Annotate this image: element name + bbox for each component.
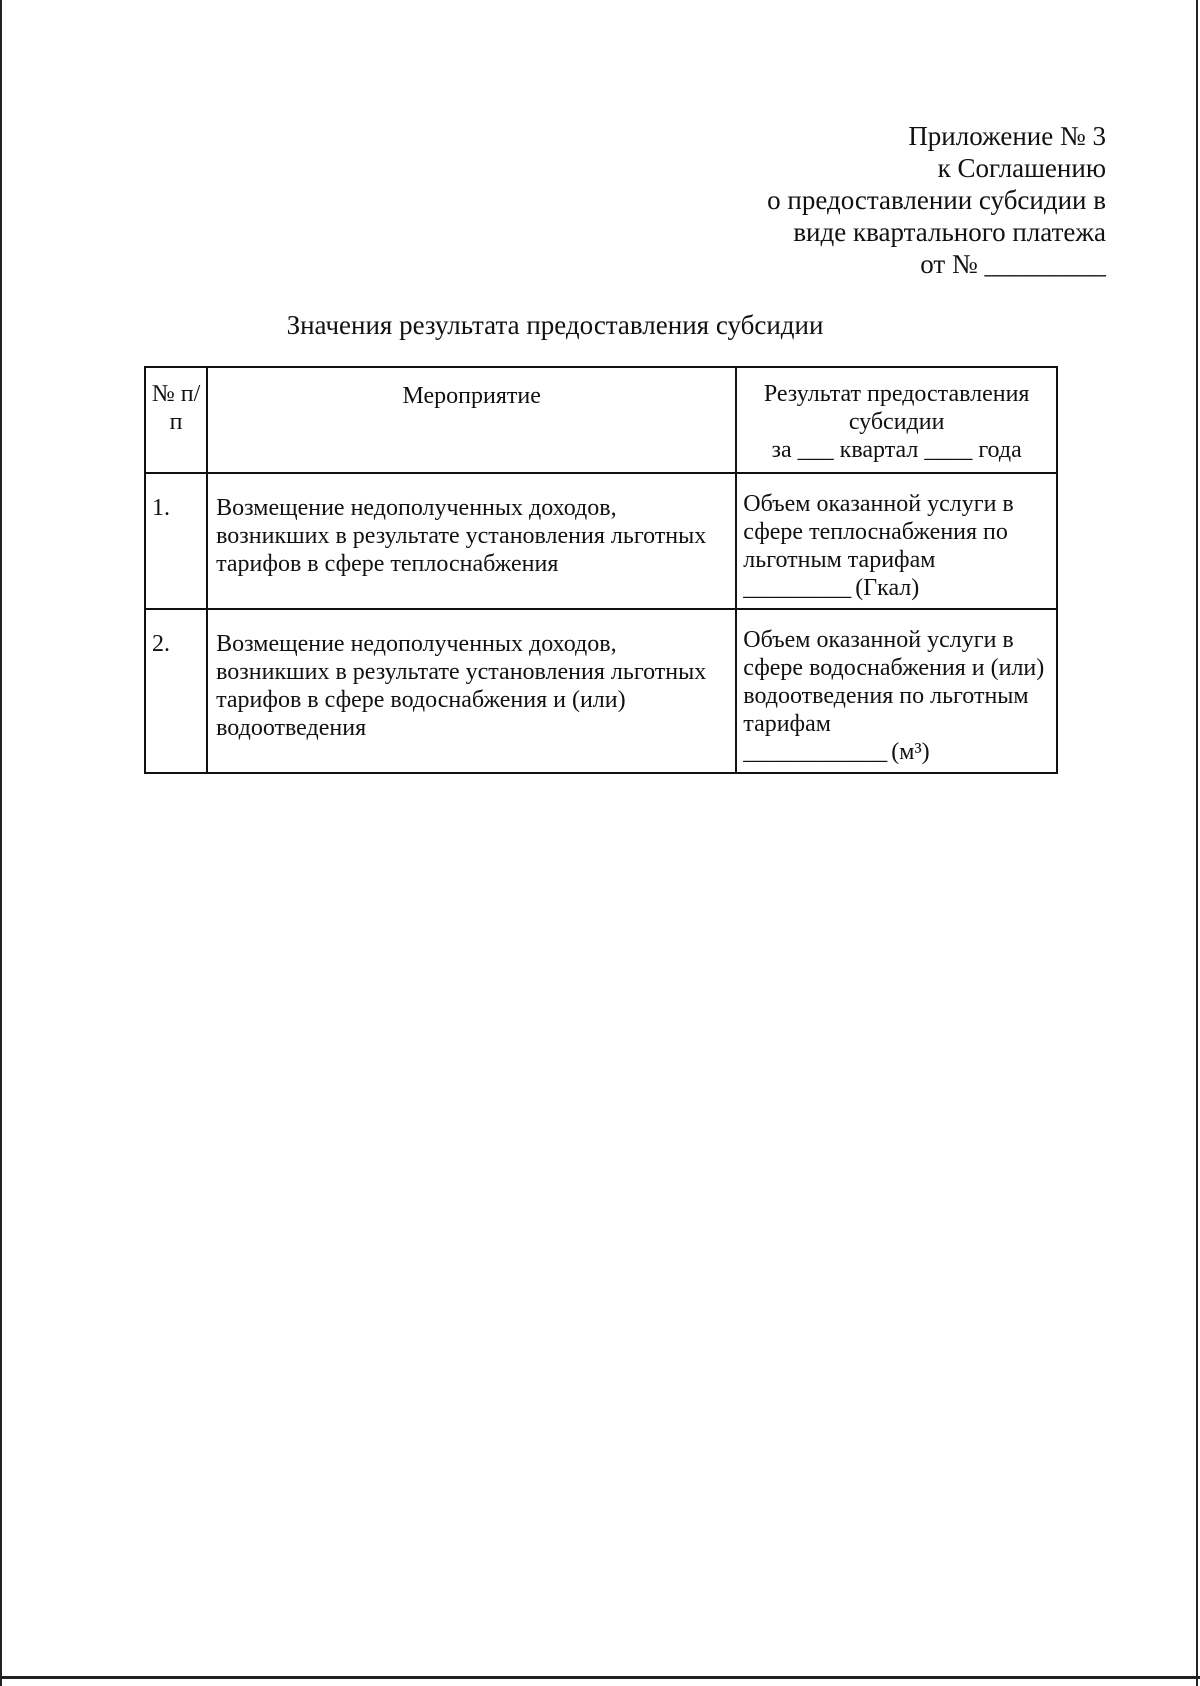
row-result-unit: (м³) bbox=[891, 739, 930, 765]
row-result-blank: _________ bbox=[743, 575, 852, 601]
row-result-text: Объем оказанной услуги в сфере теплоснабжения по льготным тарифам bbox=[743, 491, 1014, 573]
table-row bbox=[145, 609, 1057, 773]
annex-agreement: к Соглашению bbox=[937, 153, 1106, 183]
table-header-row bbox=[145, 367, 1057, 473]
row-result bbox=[736, 473, 1057, 609]
annex-number: Приложение № 3 bbox=[908, 121, 1106, 151]
results-table bbox=[144, 366, 1058, 774]
header-result-line2: субсидии bbox=[848, 409, 945, 435]
page-border-right bbox=[1196, 0, 1198, 1686]
page-border-left bbox=[0, 0, 2, 1686]
header-number: № п/п bbox=[145, 367, 207, 473]
row-result-blank-line bbox=[743, 574, 1050, 602]
row-result bbox=[736, 609, 1057, 773]
row-number: 1. bbox=[145, 473, 207, 609]
document-title: Значения результата предоставления субсидии bbox=[286, 310, 824, 340]
row-result-unit: (Гкал) bbox=[855, 575, 920, 601]
row-event: Возмещение недополученных доходов, возникших в результате установления льготных тарифов в сфере водоснабжения и (или) водоотведения bbox=[207, 609, 736, 773]
annex-date-number: от № _________ bbox=[920, 249, 1106, 279]
page-border-bottom bbox=[0, 1676, 1200, 1679]
header-result-line1: Результат предоставления bbox=[763, 381, 1030, 407]
header-event: Мероприятие bbox=[207, 367, 736, 473]
annex-header bbox=[700, 120, 1106, 280]
annex-subject: о предоставлении субсидии в bbox=[767, 185, 1106, 215]
row-result-text: Объем оказанной услуги в сфере водоснабжения и (или) водоотведения по льготным тарифам bbox=[743, 627, 1045, 737]
row-number: 2. bbox=[145, 609, 207, 773]
header-result-line3: за ___ квартал ____ года bbox=[771, 437, 1022, 463]
table-row bbox=[145, 473, 1057, 609]
header-result bbox=[736, 367, 1057, 473]
row-result-blank-line bbox=[743, 738, 1050, 766]
row-result-blank: ____________ bbox=[743, 739, 888, 765]
row-event: Возмещение недополученных доходов, возникших в результате установления льготных тарифов в сфере теплоснабжения bbox=[207, 473, 736, 609]
annex-payment-type: виде квартального платежа bbox=[793, 217, 1106, 247]
